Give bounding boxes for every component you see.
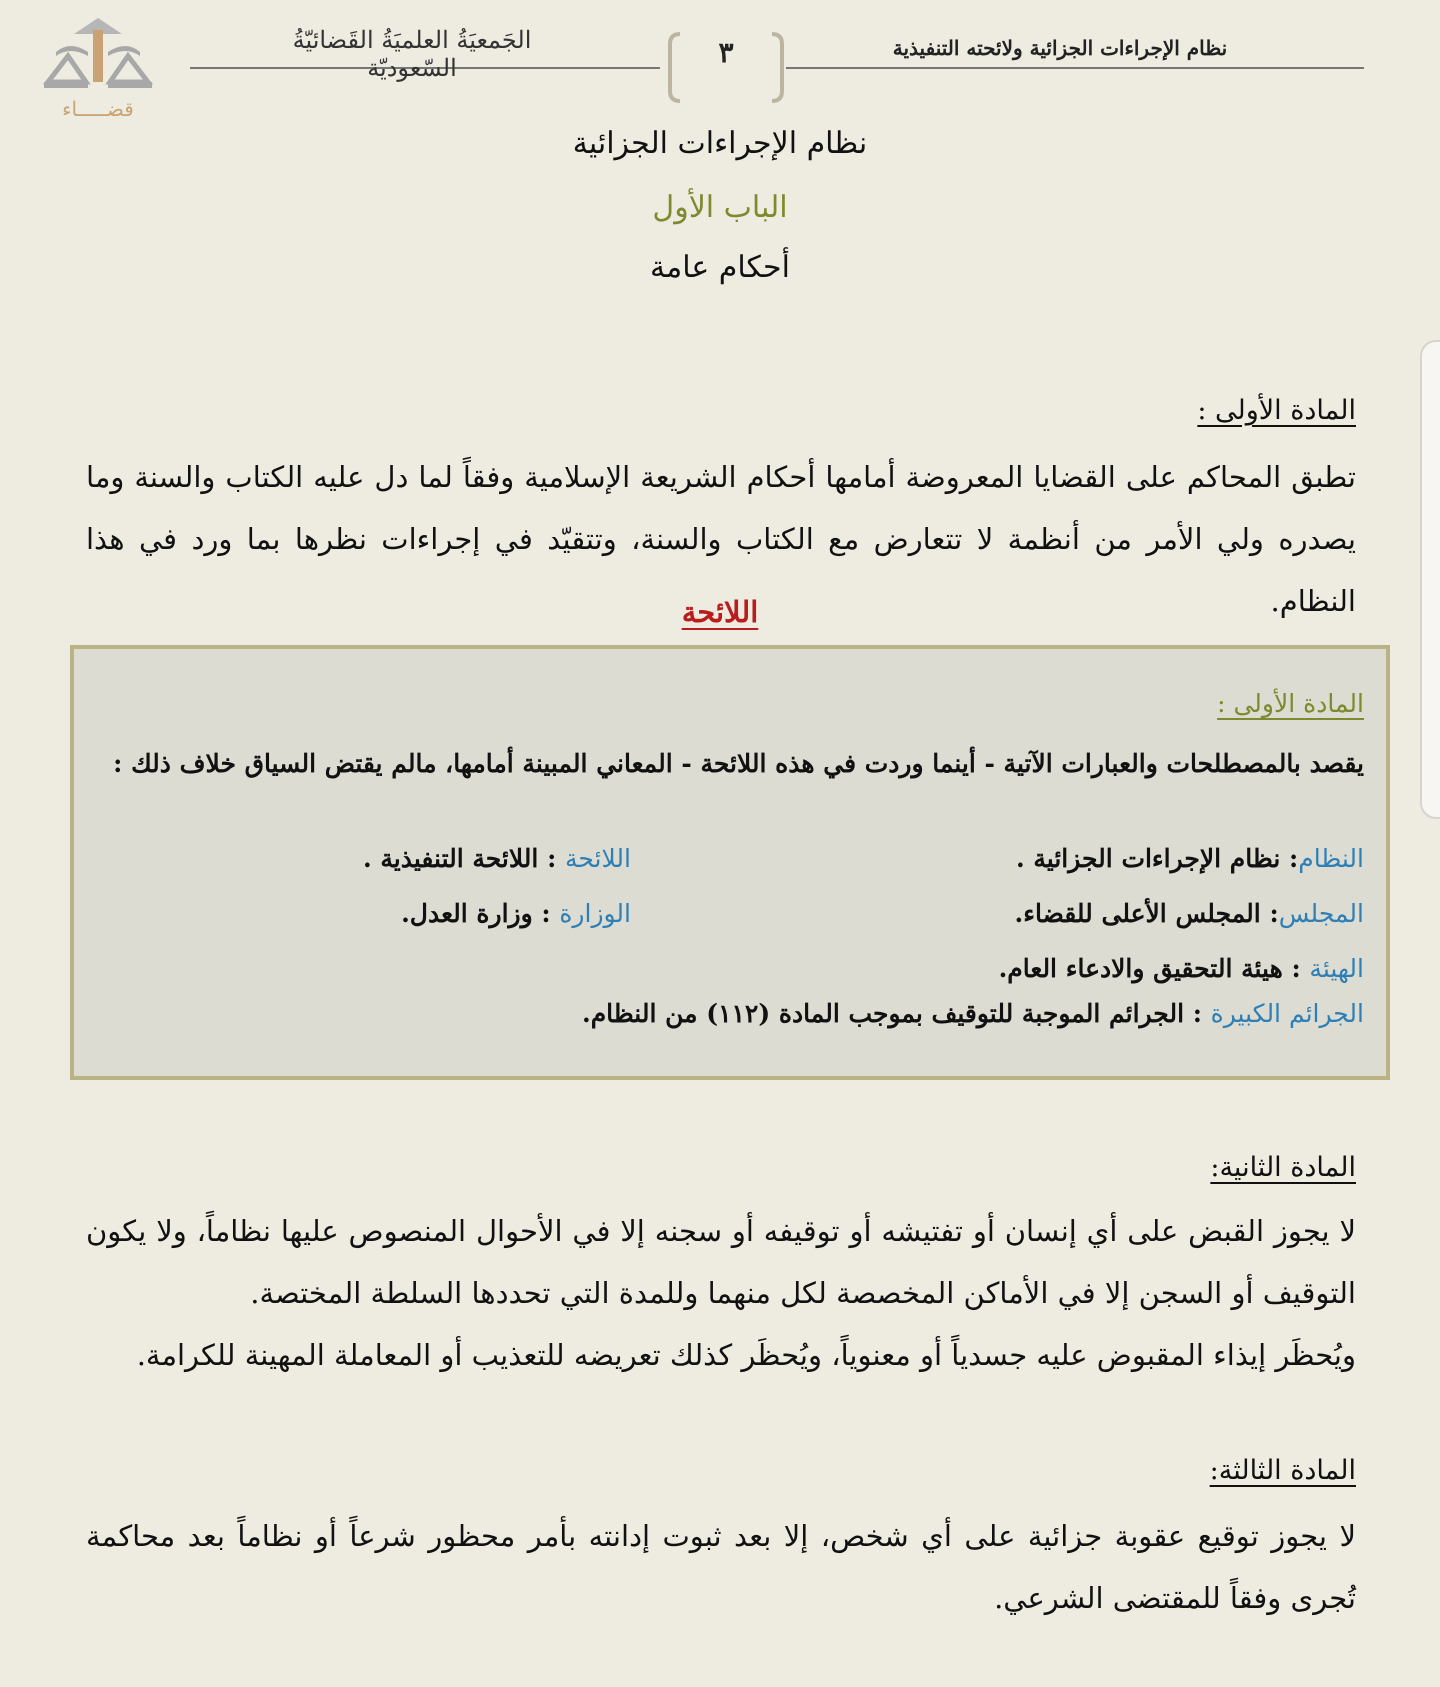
definition-term: الوزارة xyxy=(559,899,631,928)
definition-text: الجرائم الموجبة للتوقيف بموجب المادة (١١٢) من النظام. xyxy=(582,999,1185,1028)
article-3-text: لا يجوز توقيع عقوبة جزائية على أي شخص، إلا بعد ثبوت إدانته بأمر محظور شرعاً أو نظاماً بعد محاكمة تُجرى وفقاً للمقتضى الشرعي. xyxy=(86,1519,1356,1615)
definition-term: المجلس xyxy=(1278,899,1364,928)
definition-text: نظام الإجراءات الجزائية . xyxy=(1015,844,1281,873)
article-1-text: تطبق المحاكم على القضايا المعروضة أمامها أحكام الشريعة الإسلامية وفقاً لما دل عليه الكتاب والسنة وما يصدره ولي الأمر من أنظمة لا تتعارض مع الكتاب والسنة، وتتقيّد في إجراءات نظرها بما ورد في هذا النظام. xyxy=(86,460,1356,618)
association-logo xyxy=(38,12,158,122)
definition-term: الجرائم الكبيرة xyxy=(1210,999,1364,1028)
definition-regulation: اللائحة : اللائحة التنفيذية . xyxy=(362,844,631,873)
chapter-title: الباب الأول xyxy=(652,190,788,225)
definition-text: وزارة العدل. xyxy=(401,899,533,928)
definition-system: النظام: نظام الإجراءات الجزائية . xyxy=(1015,844,1364,873)
regulation-intro: يقصد بالمصطلحات والعبارات الآتية - أينما وردت في هذه اللائحة - المعاني المبينة أمامها، مالم يقتض السياق خلاف ذلك : xyxy=(113,749,1364,778)
page-number: ٣ xyxy=(718,36,734,69)
definition-term: اللائحة xyxy=(565,844,631,873)
definition-term: النظام xyxy=(1298,844,1364,873)
association-name: الجَمعيَةُ العلميَةُ القَضائيّةُ السّعوديّة xyxy=(292,26,532,82)
regulation-heading: اللائحة xyxy=(681,595,759,629)
article-2-text: لا يجوز القبض على أي إنسان أو تفتيشه أو توقيفه أو سجنه إلا في الأحوال المنصوص عليها نظاماً، ولا يكون التوقيف أو السجن إلا في الأماكن المخصصة لكل منهما وللمدة التي تحددها السلطة المختصة. xyxy=(86,1214,1356,1310)
definition-text: اللائحة التنفيذية . xyxy=(362,844,539,873)
regulation-article-label: المادة الأولى : xyxy=(1217,689,1364,718)
regulation-box xyxy=(70,645,1390,1080)
definition-commission: الهيئة : هيئة التحقيق والادعاء العام. xyxy=(998,954,1364,983)
article-1-label: المادة الأولى : xyxy=(1197,395,1356,426)
book-title: نظام الإجراءات الجزائية ولائحته التنفيذية xyxy=(892,36,1228,60)
definition-council: المجلس: المجلس الأعلى للقضاء. xyxy=(1014,899,1364,928)
article-2-text-2: ويُحظَر إيذاء المقبوض عليه جسدياً أو معنوياً، ويُحظَر كذلك تعريضه للتعذيب أو المعاملة المهينة للكرامة. xyxy=(136,1338,1356,1372)
definition-term: الهيئة xyxy=(1309,954,1364,983)
article-3-label: المادة الثالثة: xyxy=(1209,1455,1356,1486)
section-title: أحكام عامة xyxy=(650,250,790,285)
definition-text: هيئة التحقيق والادعاء العام. xyxy=(998,954,1283,983)
system-title: نظام الإجراءات الجزائية xyxy=(572,126,868,161)
definition-text: المجلس الأعلى للقضاء. xyxy=(1014,899,1261,928)
definition-ministry: الوزارة : وزارة العدل. xyxy=(401,899,631,928)
header-rule-right xyxy=(786,67,1364,69)
side-scroll-tab[interactable] xyxy=(1420,340,1440,819)
logo-text: قضـــــاء xyxy=(62,97,134,121)
article-2-label: المادة الثانية: xyxy=(1210,1152,1356,1183)
definition-major-crimes: الجرائم الكبيرة : الجرائم الموجبة للتوقيف بموجب المادة (١١٢) من النظام. xyxy=(582,999,1364,1028)
